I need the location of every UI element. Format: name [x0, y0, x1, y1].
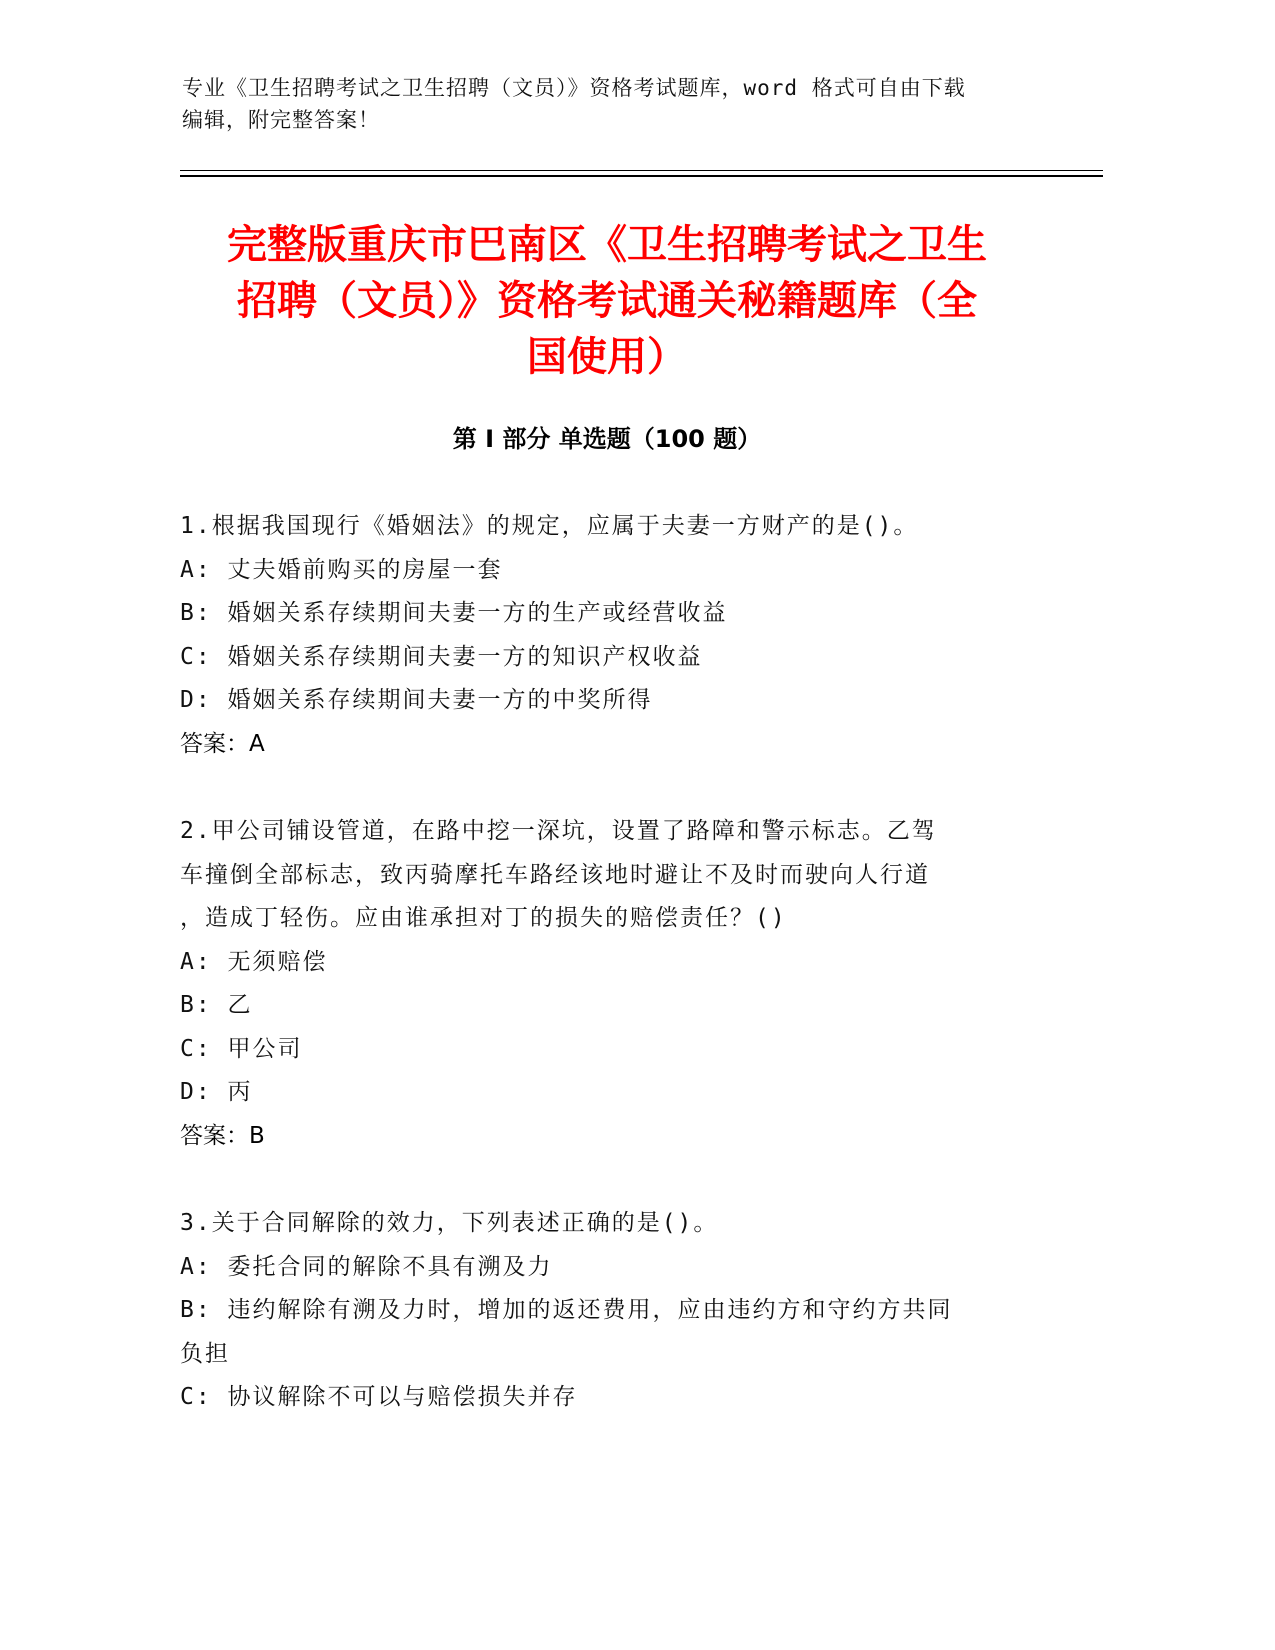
question-1 [180, 505, 1040, 766]
section-title: 第 I 部分 单选题（100 题） [452, 425, 762, 453]
option-a: A: 委托合同的解除不具有溯及力 [180, 1253, 553, 1280]
document-title [182, 217, 1032, 385]
question-stem-line-1: 2.甲公司铺设管道，在路中挖一深坑，设置了路障和警示标志。乙驾 [180, 818, 937, 844]
header-divider-thin [180, 170, 1103, 171]
document-title-line-2: 招聘（文员）》资格考试通关秘籍题库（全 [237, 278, 977, 324]
question-stem-line-3: ，造成丁轻伤。应由谁承担对丁的损失的赔偿责任？() [180, 905, 787, 931]
option-b: B: 婚姻关系存续期间夫妻一方的生产或经营收益 [180, 600, 728, 626]
option-c: C: 甲公司 [180, 1035, 303, 1062]
option-c: C: 协议解除不可以与赔偿损失并存 [180, 1384, 578, 1410]
question-stem: 3.关于合同解除的效力，下列表述正确的是()。 [180, 1210, 719, 1236]
question-stem-line-2: 车撞倒全部标志，致丙骑摩托车路经该地时避让不及时而驶向人行道 [180, 861, 930, 888]
header-note-line-1: 专业《卫生招聘考试之卫生招聘（文员）》资格考试题库，word 格式可自由下载 [182, 76, 966, 100]
header-note-line-2: 编辑，附完整答案！ [182, 108, 380, 132]
document-title-line-3: 国使用） [527, 334, 687, 380]
answer: 答案：A [180, 730, 265, 757]
question-stem: 1.根据我国现行《婚姻法》的规定，应属于夫妻一方财产的是()。 [180, 513, 919, 539]
option-b-line-1: B: 违约解除有溯及力时，增加的返还费用，应由违约方和守约方共同 [180, 1297, 953, 1323]
question-list [180, 505, 1040, 1420]
option-a: A: 丈夫婚前购买的房屋一套 [180, 556, 503, 583]
option-d: D: 丙 [180, 1079, 253, 1105]
option-a: A: 无须赔偿 [180, 948, 328, 975]
question-3 [180, 1202, 1040, 1420]
option-b-line-2: 负担 [180, 1340, 230, 1367]
header-divider-thick [180, 175, 1103, 177]
option-b: B: 乙 [180, 992, 253, 1018]
answer: 答案：B [180, 1122, 265, 1149]
question-spacer [180, 766, 1040, 810]
document-title-line-1: 完整版重庆市巴南区《卫生招聘考试之卫生 [227, 222, 987, 268]
question-spacer [180, 1158, 1040, 1202]
question-2 [180, 810, 1040, 1158]
option-c: C: 婚姻关系存续期间夫妻一方的知识产权收益 [180, 643, 703, 670]
header-note [182, 72, 1042, 136]
option-d: D: 婚姻关系存续期间夫妻一方的中奖所得 [180, 687, 653, 713]
